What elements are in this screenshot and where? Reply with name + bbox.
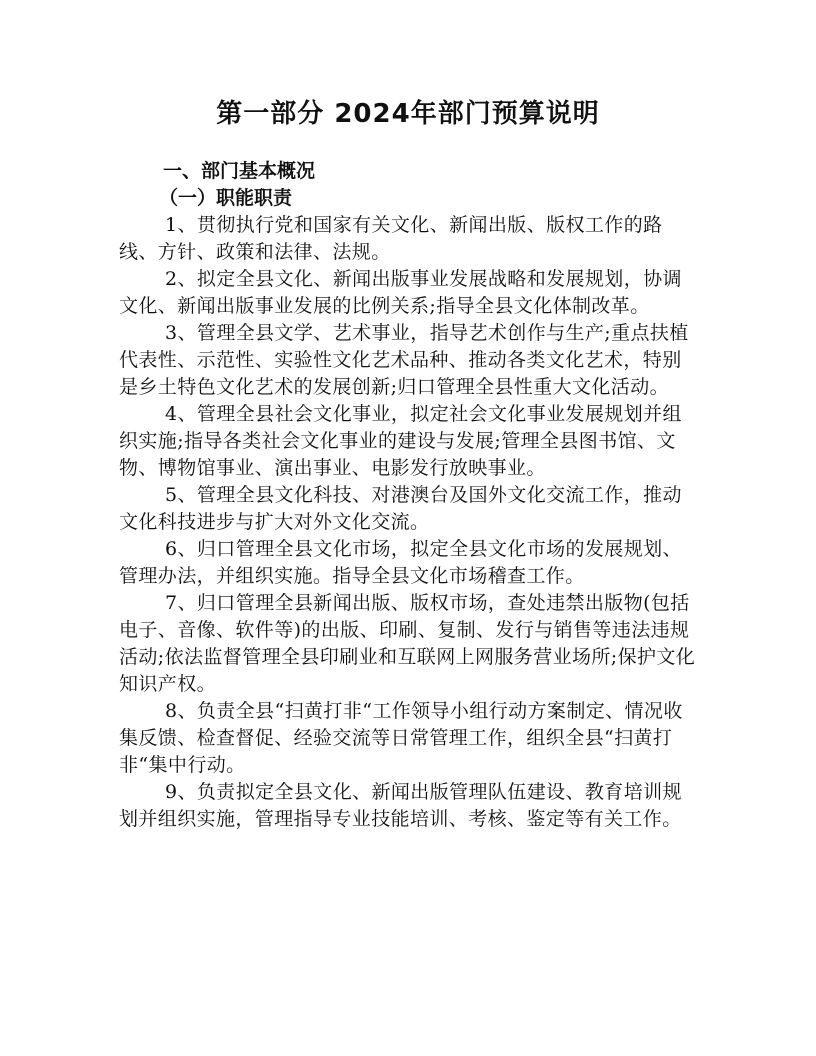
subsection-heading: （一）职能职责 — [159, 187, 293, 209]
duty-paragraph-9: 9、负责拟定全县文化、新闻出版管理队伍建设、教育培训规划并组织实施，管理指导专业技能培训、考核、鉴定等有关工作。 — [119, 781, 682, 830]
duty-paragraph-4: 4、管理全县社会文化事业，拟定社会文化事业发展规划并组织实施;指导各类社会文化事业的建设与发展;管理全县图书馆、文物、博物馆事业、演出事业、电影发行放映事业。 — [119, 403, 682, 479]
duty-paragraph-6: 6、归口管理全县文化市场，拟定全县文化市场的发展规划、管理办法，并组织实施。指导全县文化市场稽查工作。 — [119, 538, 682, 587]
section-heading: 一、部门基本概况 — [163, 160, 316, 182]
duty-paragraph-3: 3、管理全县文学、艺术事业，指导艺术创作与生产;重点扶植代表性、示范性、实验性文化艺术品种、推动各类文化艺术，特别是乡土特色文化艺术的发展创新;归口管理全县性重大文化活动。 — [119, 322, 689, 398]
page-title: 第一部分 2024年部门预算说明 — [216, 99, 600, 129]
document-body — [119, 158, 697, 833]
duty-paragraph-8: 8、负责全县“扫黄打非“工作领导小组行动方案制定、情况收集反馈、检查督促、经验交流等日常管理工作，组织全县“扫黄打非“集中行动。 — [119, 700, 683, 776]
duty-paragraph-2: 2、拟定全县文化、新闻出版事业发展战略和发展规划，协调文化、新闻出版事业发展的比例关系;指导全县文化体制改革。 — [119, 268, 682, 317]
duty-paragraph-7: 7、归口管理全县新闻出版、版权市场，查处违禁出版物(包括电子、音像、软件等)的出版、印刷、复制、发行与销售等违法违规活动;依法监督管理全县印刷业和互联网上网服务营业场所;保护文化知识产权。 — [119, 592, 696, 695]
duty-paragraph-5: 5、管理全县文化科技、对港澳台及国外文化交流工作，推动文化科技进步与扩大对外文化交流。 — [119, 484, 682, 533]
duty-paragraph-1: 1、贯彻执行党和国家有关文化、新闻出版、版权工作的路线、方针、政策和法律、法规。 — [119, 214, 663, 263]
